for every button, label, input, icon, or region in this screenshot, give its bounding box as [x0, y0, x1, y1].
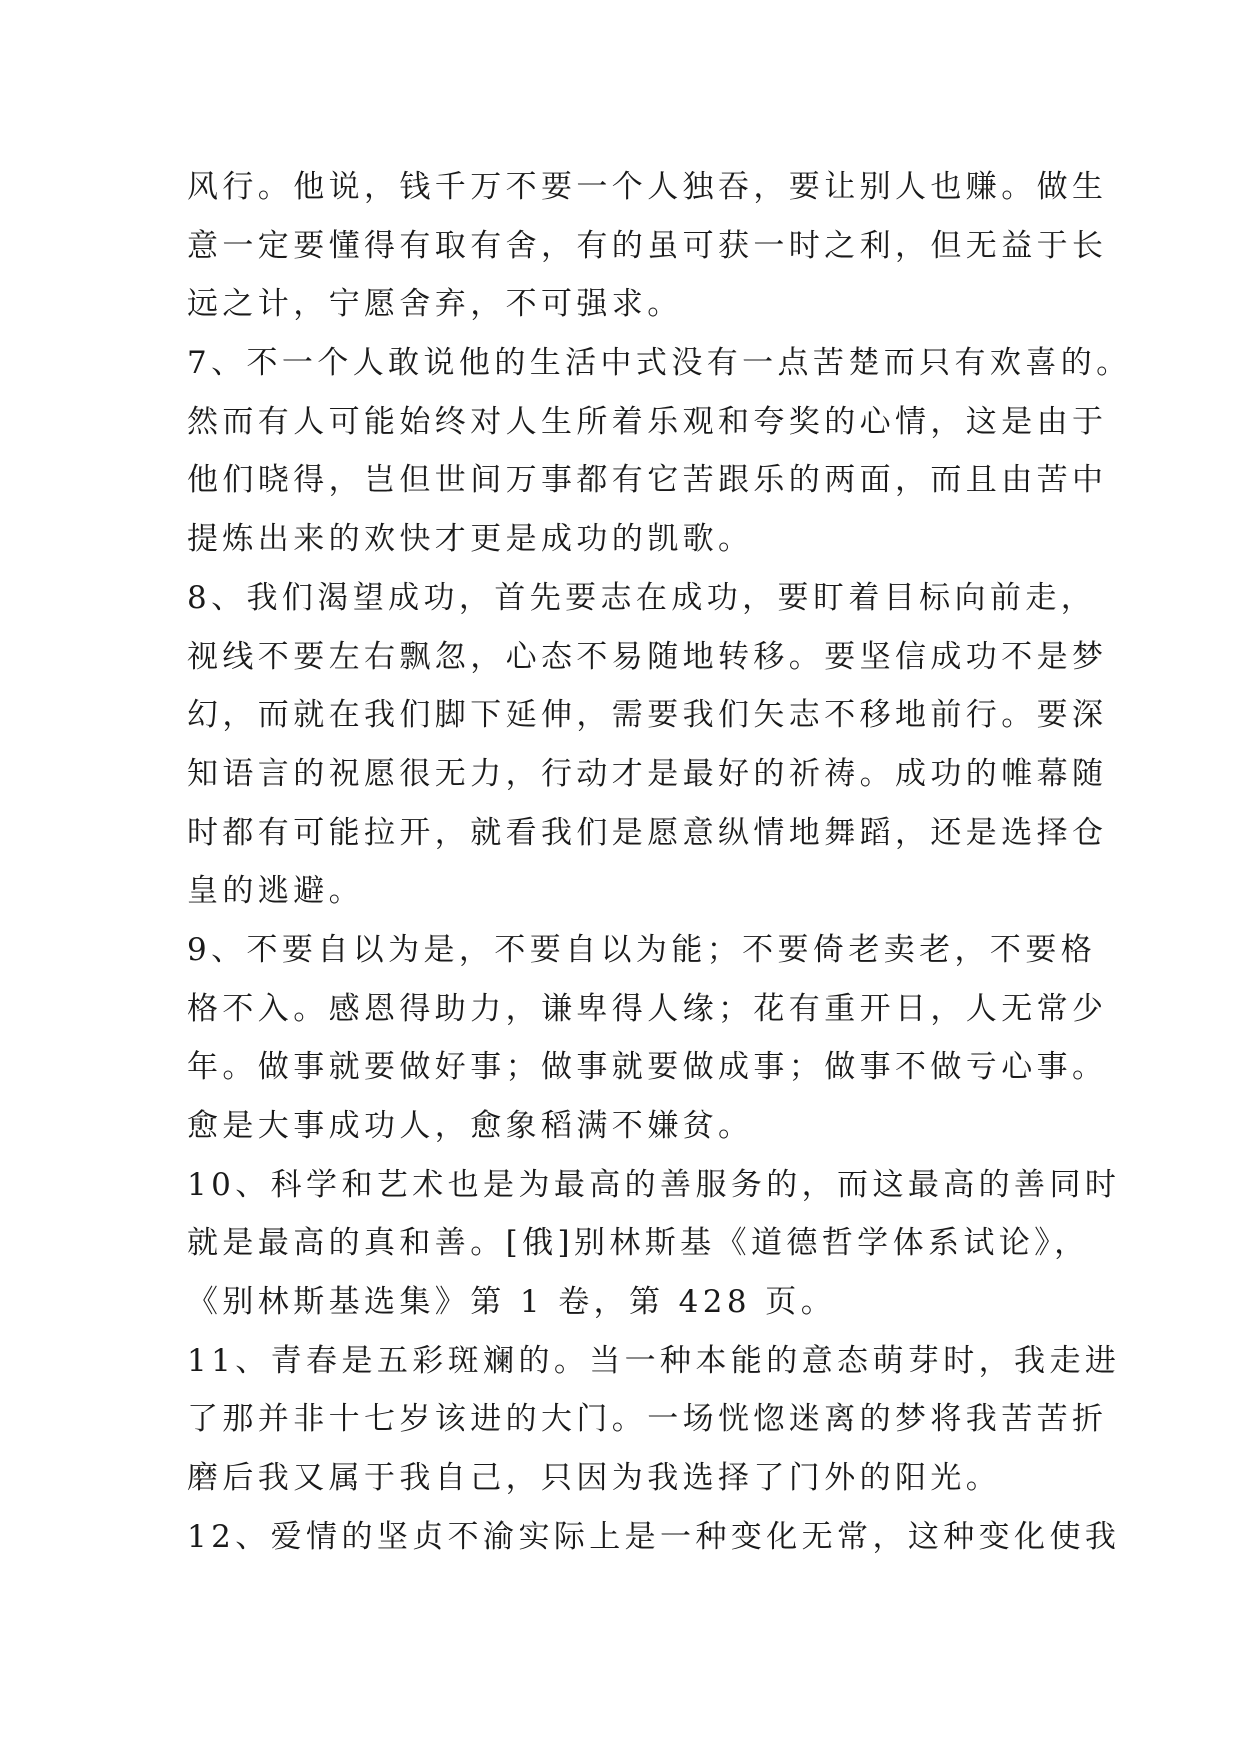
text-line: 《别林斯基选集》第 1 卷，第 428 页。: [187, 1284, 837, 1321]
text-line: 时都有可能拉开，就看我们是愿意纵情地舞蹈，还是选择仓: [187, 814, 1108, 851]
text-line: 提炼出来的欢快才更是成功的凯歌。: [187, 521, 754, 558]
text-line: 幻，而就在我们脚下延伸，需要我们矢志不移地前行。要深: [187, 697, 1108, 734]
text-line: 10、科学和艺术也是为最高的善服务的，而这最高的善同时: [187, 1166, 1121, 1203]
text-line: 愈是大事成功人，愈象稻满不嫌贫。: [187, 1108, 754, 1144]
text-line: 11、青春是五彩斑斓的。当一种本能的意态萌芽时，我走进: [187, 1342, 1121, 1379]
text-line: 视线不要左右飘忽，心态不易随地转移。要坚信成功不是梦: [187, 638, 1108, 675]
text-line: 就是最高的真和善。[俄]别林斯基《道德哲学体系试论》，: [187, 1225, 1090, 1262]
text-line: 年。做事就要做好事；做事就要做成事；做事不做亏心事。: [187, 1049, 1108, 1086]
text-line: 意一定要懂得有取有舍，有的虽可获一时之利，但无益于长: [187, 227, 1108, 264]
text-line: 9、不要自以为是，不要自以为能；不要倚老卖老，不要格: [187, 931, 1097, 968]
text-line: 然而有人可能始终对人生所着乐观和夸奖的心情，这是由于: [187, 403, 1108, 440]
body-text: [187, 158, 1132, 1567]
text-line: 知语言的祝愿很无力，行动才是最好的祈祷。成功的帷幕随: [187, 755, 1108, 792]
text-line: 磨后我又属于我自己，只因为我选择了门外的阳光。: [187, 1460, 1002, 1497]
text-line: 风行。他说，钱千万不要一个人独吞，要让别人也赚。做生: [187, 169, 1108, 205]
text-line: 7、不一个人敢说他的生活中式没有一点苦楚而只有欢喜的。: [187, 345, 1132, 382]
text-line: 他们晓得，岂但世间万事都有它苦跟乐的两面，而且由苦中: [187, 462, 1108, 499]
text-line: 远之计，宁愿舍弃，不可强求。: [187, 286, 683, 323]
text-line: 12、爱情的坚贞不渝实际上是一种变化无常，这种变化使我: [187, 1518, 1121, 1555]
text-line: 皇的逃避。: [187, 873, 364, 910]
text-line: 格不入。感恩得助力，谦卑得人缘；花有重开日，人无常少: [187, 990, 1108, 1027]
text-line: 了那并非十七岁该进的大门。一场恍惚迷离的梦将我苦苦折: [187, 1401, 1108, 1438]
text-line: 8、我们渴望成功，首先要志在成功，要盯着目标向前走，: [187, 579, 1097, 616]
